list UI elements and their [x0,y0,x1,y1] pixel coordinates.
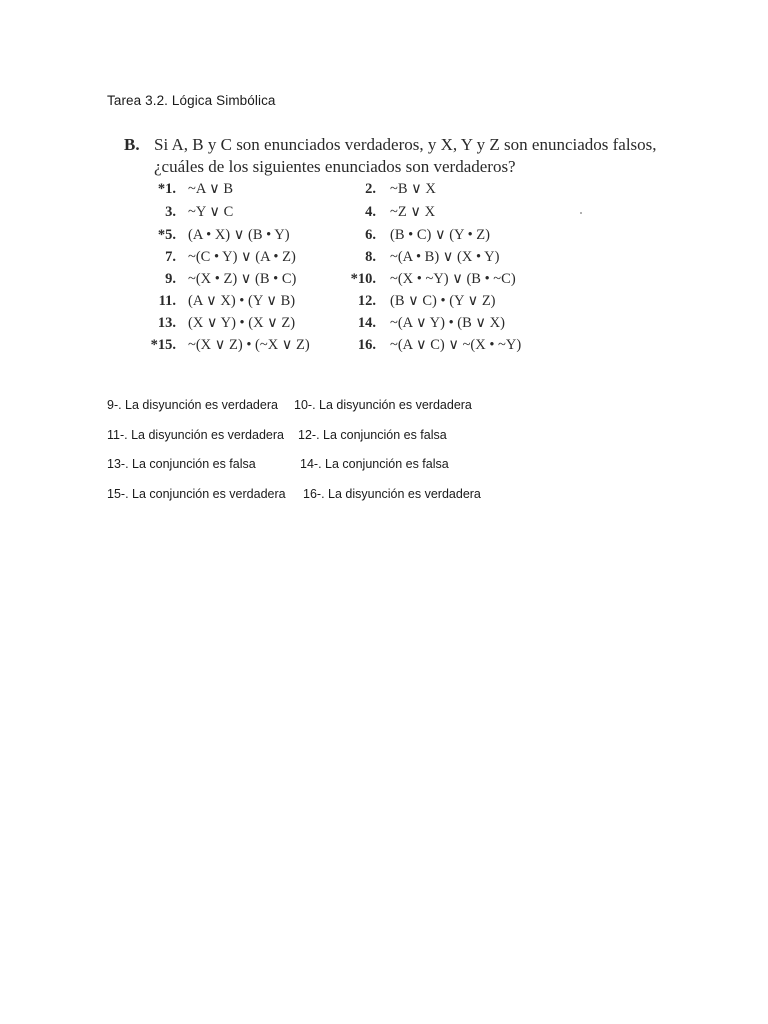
exercise-expression: ~Y ∨ C [188,204,234,220]
exercise-expression: ~(X ∨ Z) • (~X ∨ Z) [188,337,310,353]
exercise-number: 12. [357,293,376,309]
answer-text: 9-. La disyunción es verdadera [107,398,278,412]
exercise-number: 7. [165,249,176,265]
question-heading [124,134,657,178]
exercise-number: *15. [150,337,176,353]
exercise-number: 9. [165,271,176,287]
exercise-number: 3. [165,204,176,220]
question-letter: B. [124,135,140,154]
exercise-number: 13. [157,315,176,331]
exercise-expression: ~(X • ~Y) ∨ (B • ~C) [390,271,516,287]
scan-speck [580,212,582,214]
exercise-number: 14. [357,315,376,331]
exercise-expression: ~Z ∨ X [390,204,436,220]
answer-text: 10-. La disyunción es verdadera [294,398,472,412]
exercise-number: 4. [365,204,376,220]
question-line-2: ¿cuáles de los siguientes enunciados son verdaderos? [154,157,516,176]
exercise-number: 6. [365,227,376,243]
exercise-number: 11. [158,293,176,309]
answer-text: 11-. La disyunción es verdadera [107,427,284,442]
exercise-expression: ~B ∨ X [390,181,436,197]
exercise-number: 2. [365,181,376,197]
answer-text: 13-. La conjunción es falsa [107,457,256,471]
answer-text: 12-. La conjunción es falsa [298,427,447,442]
exercise-expression: ~A ∨ B [188,181,234,197]
exercise-expression: (X ∨ Y) • (X ∨ Z) [188,315,296,331]
exercise-number: *1. [157,181,176,197]
answer-text: 15-. La conjunción es verdadera [107,486,286,501]
exercise-expression: ~(A ∨ C) ∨ ~(X • ~Y) [390,337,522,353]
exercise-number: 8. [365,249,376,265]
exercise-expression: ~(A ∨ Y) • (B ∨ X) [390,315,505,331]
exercise-expression: ~(X • Z) ∨ (B • C) [188,271,297,287]
exercise-expression: (B • C) ∨ (Y • Z) [390,227,490,243]
exercise-number: *10. [350,271,376,287]
exercise-number: 16. [357,337,376,353]
answer-text: 14-. La conjunción es falsa [300,457,449,471]
scanned-exercise-image [120,128,657,363]
page-title: Tarea 3.2. Lógica Simbólica [107,93,276,108]
exercise-expression: (A ∨ X) • (Y ∨ B) [188,293,296,309]
question-line-1: Si A, B y C son enunciados verdaderos, y X, Y y Z son enunciados falsos, [154,135,657,154]
exercise-expression: (A • X) ∨ (B • Y) [188,227,290,243]
exercise-expression: ~(C • Y) ∨ (A • Z) [188,249,296,265]
exercise-number: *5. [157,227,176,243]
exercise-expression: (B ∨ C) • (Y ∨ Z) [390,293,496,309]
exercise-expression: ~(A • B) ∨ (X • Y) [390,249,500,265]
answer-text: 16-. La disyunción es verdadera [303,486,481,501]
